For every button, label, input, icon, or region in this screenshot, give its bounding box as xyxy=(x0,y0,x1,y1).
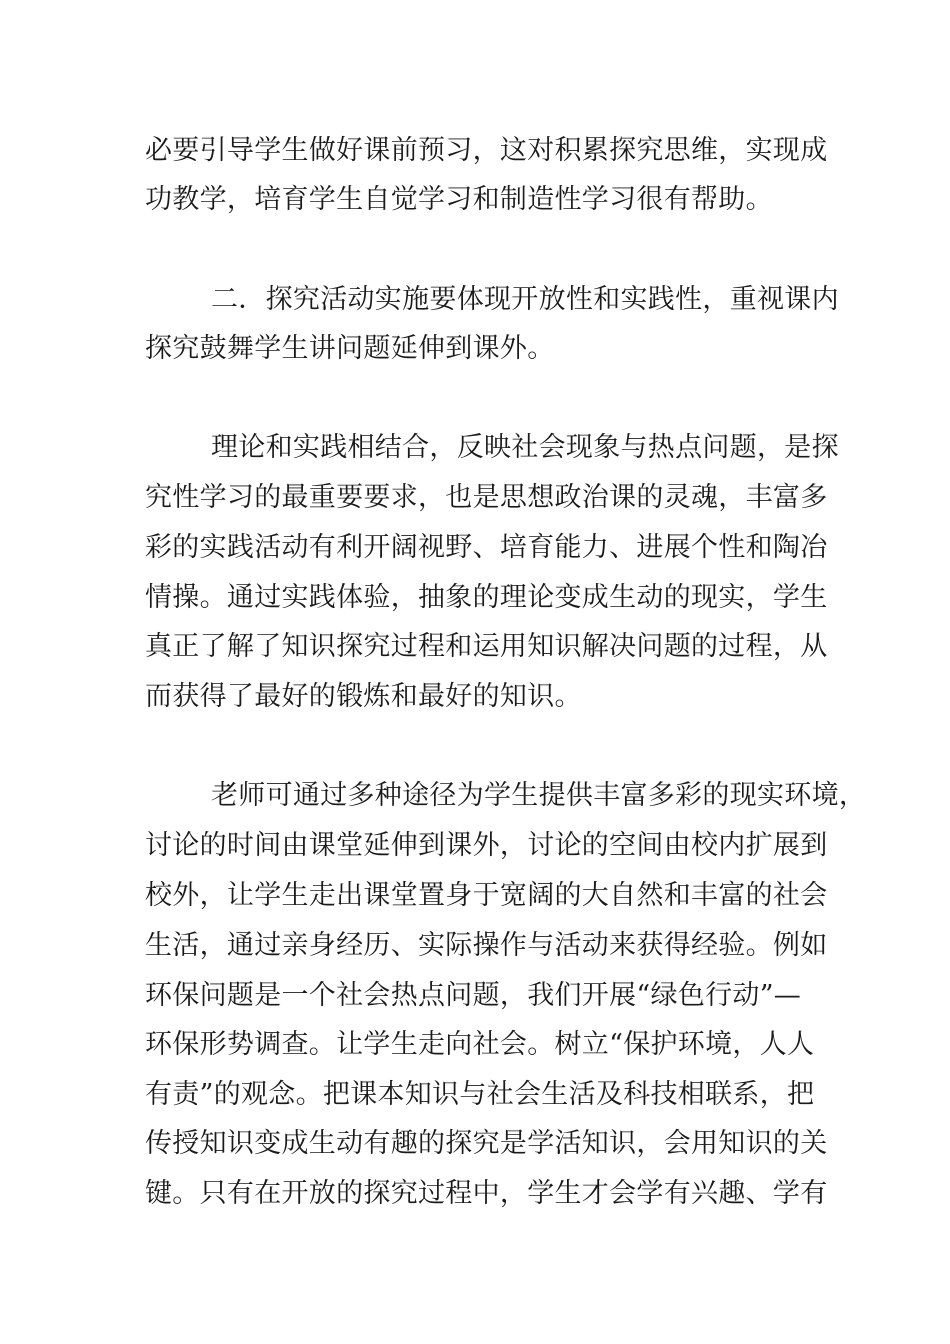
text-line: 环保形势调查。让学生走向社会。树立“保护环境，人人 xyxy=(145,1029,815,1060)
text-line: 理论和实践相结合，反映社会现象与热点问题，是探 xyxy=(211,432,839,463)
text-line: 究性学习的最重要要求，也是思想政治课的灵魂，丰富多 xyxy=(145,482,828,513)
text-line: 而获得了最好的锻炼和最好的知识。 xyxy=(145,681,582,712)
text-line: 环保问题是一个社会热点问题，我们开展“绿色行动”— xyxy=(145,980,802,1011)
text-line: 校外，让学生走出课堂置身于宽阔的大自然和丰富的社会 xyxy=(145,880,828,911)
text-line: 老师可通过多种途径为学生提供丰富多彩的现实环境， xyxy=(211,780,867,811)
section-heading-line: 探究鼓舞学生讲问题延伸到课外。 xyxy=(145,333,555,364)
text-line: 生活，通过亲身经历、实际操作与活动来获得经验。例如 xyxy=(145,930,828,961)
text-line: 功教学，培育学生自觉学习和制造性学习很有帮助。 xyxy=(145,184,773,215)
text-line: 彩的实践活动有利开阔视野、培育能力、进展个性和陶冶 xyxy=(145,532,828,563)
text-line: 情操。通过实践体验，抽象的理论变成生动的现实，学生 xyxy=(145,582,828,613)
text-line: 键。只有在开放的探究过程中，学生才会学有兴趣、学有 xyxy=(145,1178,828,1209)
section-heading-line: 二．探究活动实施要体现开放性和实践性，重视课内 xyxy=(211,284,839,315)
text-line: 真正了解了知识探究过程和运用知识解决问题的过程，从 xyxy=(145,631,828,662)
text-line: 必要引导学生做好课前预习，这对积累探究思维，实现成 xyxy=(145,135,828,166)
text-line: 有责”的观念。把课本知识与社会生活及科技相联系，把 xyxy=(145,1079,815,1110)
text-line: 传授知识变成生动有趣的探究是学活知识，会用知识的关 xyxy=(145,1128,828,1159)
text-line: 讨论的时间由课堂延伸到课外，讨论的空间由校内扩展到 xyxy=(145,830,828,861)
